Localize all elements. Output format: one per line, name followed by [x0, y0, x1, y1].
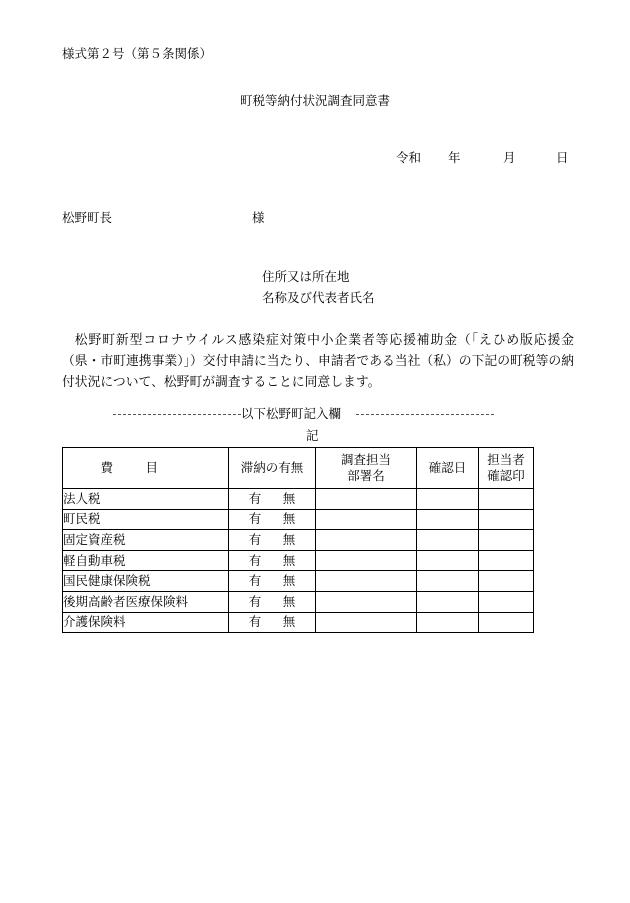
tax-item-name: 固定資産税	[63, 530, 229, 551]
dept-cell[interactable]	[316, 591, 417, 612]
no-option[interactable]: 無	[282, 511, 296, 527]
dept-cell[interactable]	[316, 612, 417, 633]
header-dept-line1: 調査担当	[340, 452, 391, 467]
table-row	[63, 530, 534, 551]
header-confirm-date: 確認日	[417, 448, 479, 489]
applicant-name-label: 名称及び代表者氏名	[262, 290, 375, 305]
seal-cell[interactable]	[479, 530, 534, 551]
arrears-status[interactable]	[229, 509, 316, 530]
yes-option[interactable]: 有	[248, 490, 262, 506]
seal-cell[interactable]	[479, 550, 534, 571]
dept-cell[interactable]	[316, 571, 417, 592]
yes-option[interactable]: 有	[248, 614, 262, 630]
seal-cell[interactable]	[479, 509, 534, 530]
tax-item-name: 軽自動車税	[63, 550, 229, 571]
confirm-date-cell[interactable]	[417, 509, 479, 530]
tax-item-name: 町民税	[63, 509, 229, 530]
no-option[interactable]: 無	[282, 490, 296, 506]
addressee-honorific: 様	[252, 210, 265, 225]
no-option[interactable]: 無	[282, 552, 296, 568]
yes-option[interactable]: 有	[248, 573, 262, 589]
ki-label: 記	[306, 428, 319, 443]
header-dept-line2: 部署名	[347, 468, 385, 483]
applicant-address-label: 住所又は所在地	[262, 269, 350, 284]
seal-cell[interactable]	[479, 489, 534, 510]
date-day: 日	[556, 150, 569, 165]
yes-option[interactable]: 有	[248, 531, 262, 547]
arrears-status[interactable]	[229, 591, 316, 612]
date-era: 令和	[396, 150, 422, 165]
arrears-status[interactable]	[229, 571, 316, 592]
dept-cell[interactable]	[316, 530, 417, 551]
tax-item-name: 法人税	[63, 489, 229, 510]
dept-cell[interactable]	[316, 509, 417, 530]
confirm-date-cell[interactable]	[417, 530, 479, 551]
arrears-status[interactable]	[229, 612, 316, 633]
table-row	[63, 550, 534, 571]
dept-cell[interactable]	[316, 489, 417, 510]
header-dept	[316, 448, 417, 489]
arrears-status[interactable]	[229, 550, 316, 571]
consent-body-text: 松野町新型コロナウイルス感染症対策中小企業者等応援補助金（「えひめ版応援金（県・市町連携事業）」）交付申請に当たり、申請者である当社（私）の下記の町税等の納付状況について、松野町が調査することに同意します。	[62, 333, 574, 390]
arrears-status[interactable]	[229, 489, 316, 510]
confirm-date-cell[interactable]	[417, 612, 479, 633]
section-divider-right	[356, 414, 494, 415]
tax-status-table	[62, 447, 534, 633]
table-row	[63, 489, 534, 510]
document-title: 町税等納付状況調査同意書	[239, 93, 390, 108]
table-row	[63, 509, 534, 530]
addressee-name: 松野町長	[62, 210, 113, 225]
header-item-label: 費目	[100, 460, 191, 475]
table-row	[63, 591, 534, 612]
no-option[interactable]: 無	[282, 531, 296, 547]
yes-option[interactable]: 有	[248, 552, 262, 568]
header-seal-line2: 確認印	[487, 468, 525, 483]
header-item	[63, 448, 229, 489]
seal-cell[interactable]	[479, 571, 534, 592]
section-divider-left	[113, 414, 241, 415]
tax-item-name: 介護保険料	[63, 612, 229, 633]
no-option[interactable]: 無	[282, 593, 296, 609]
table-header-row	[63, 448, 534, 489]
yes-option[interactable]: 有	[248, 511, 262, 527]
yes-option[interactable]: 有	[248, 593, 262, 609]
tax-item-name: 後期高齢者医療保険料	[63, 591, 229, 612]
date-year: 年	[448, 150, 461, 165]
form-number: 様式第２号（第５条関係）	[62, 46, 213, 61]
seal-cell[interactable]	[479, 612, 534, 633]
confirm-date-cell[interactable]	[417, 571, 479, 592]
date-month: 月	[503, 150, 516, 165]
confirm-date-cell[interactable]	[417, 591, 479, 612]
header-arrears: 滞納の有無	[229, 448, 316, 489]
dept-cell[interactable]	[316, 550, 417, 571]
tax-item-name: 国民健康保険税	[63, 571, 229, 592]
confirm-date-cell[interactable]	[417, 550, 479, 571]
seal-cell[interactable]	[479, 591, 534, 612]
arrears-status[interactable]	[229, 530, 316, 551]
table-row	[63, 612, 534, 633]
header-seal-line1: 担当者	[487, 452, 525, 467]
table-row	[63, 571, 534, 592]
confirm-date-cell[interactable]	[417, 489, 479, 510]
no-option[interactable]: 無	[282, 614, 296, 630]
header-seal	[479, 448, 534, 489]
no-option[interactable]: 無	[282, 573, 296, 589]
section-label: 以下松野町記入欄	[241, 406, 342, 421]
